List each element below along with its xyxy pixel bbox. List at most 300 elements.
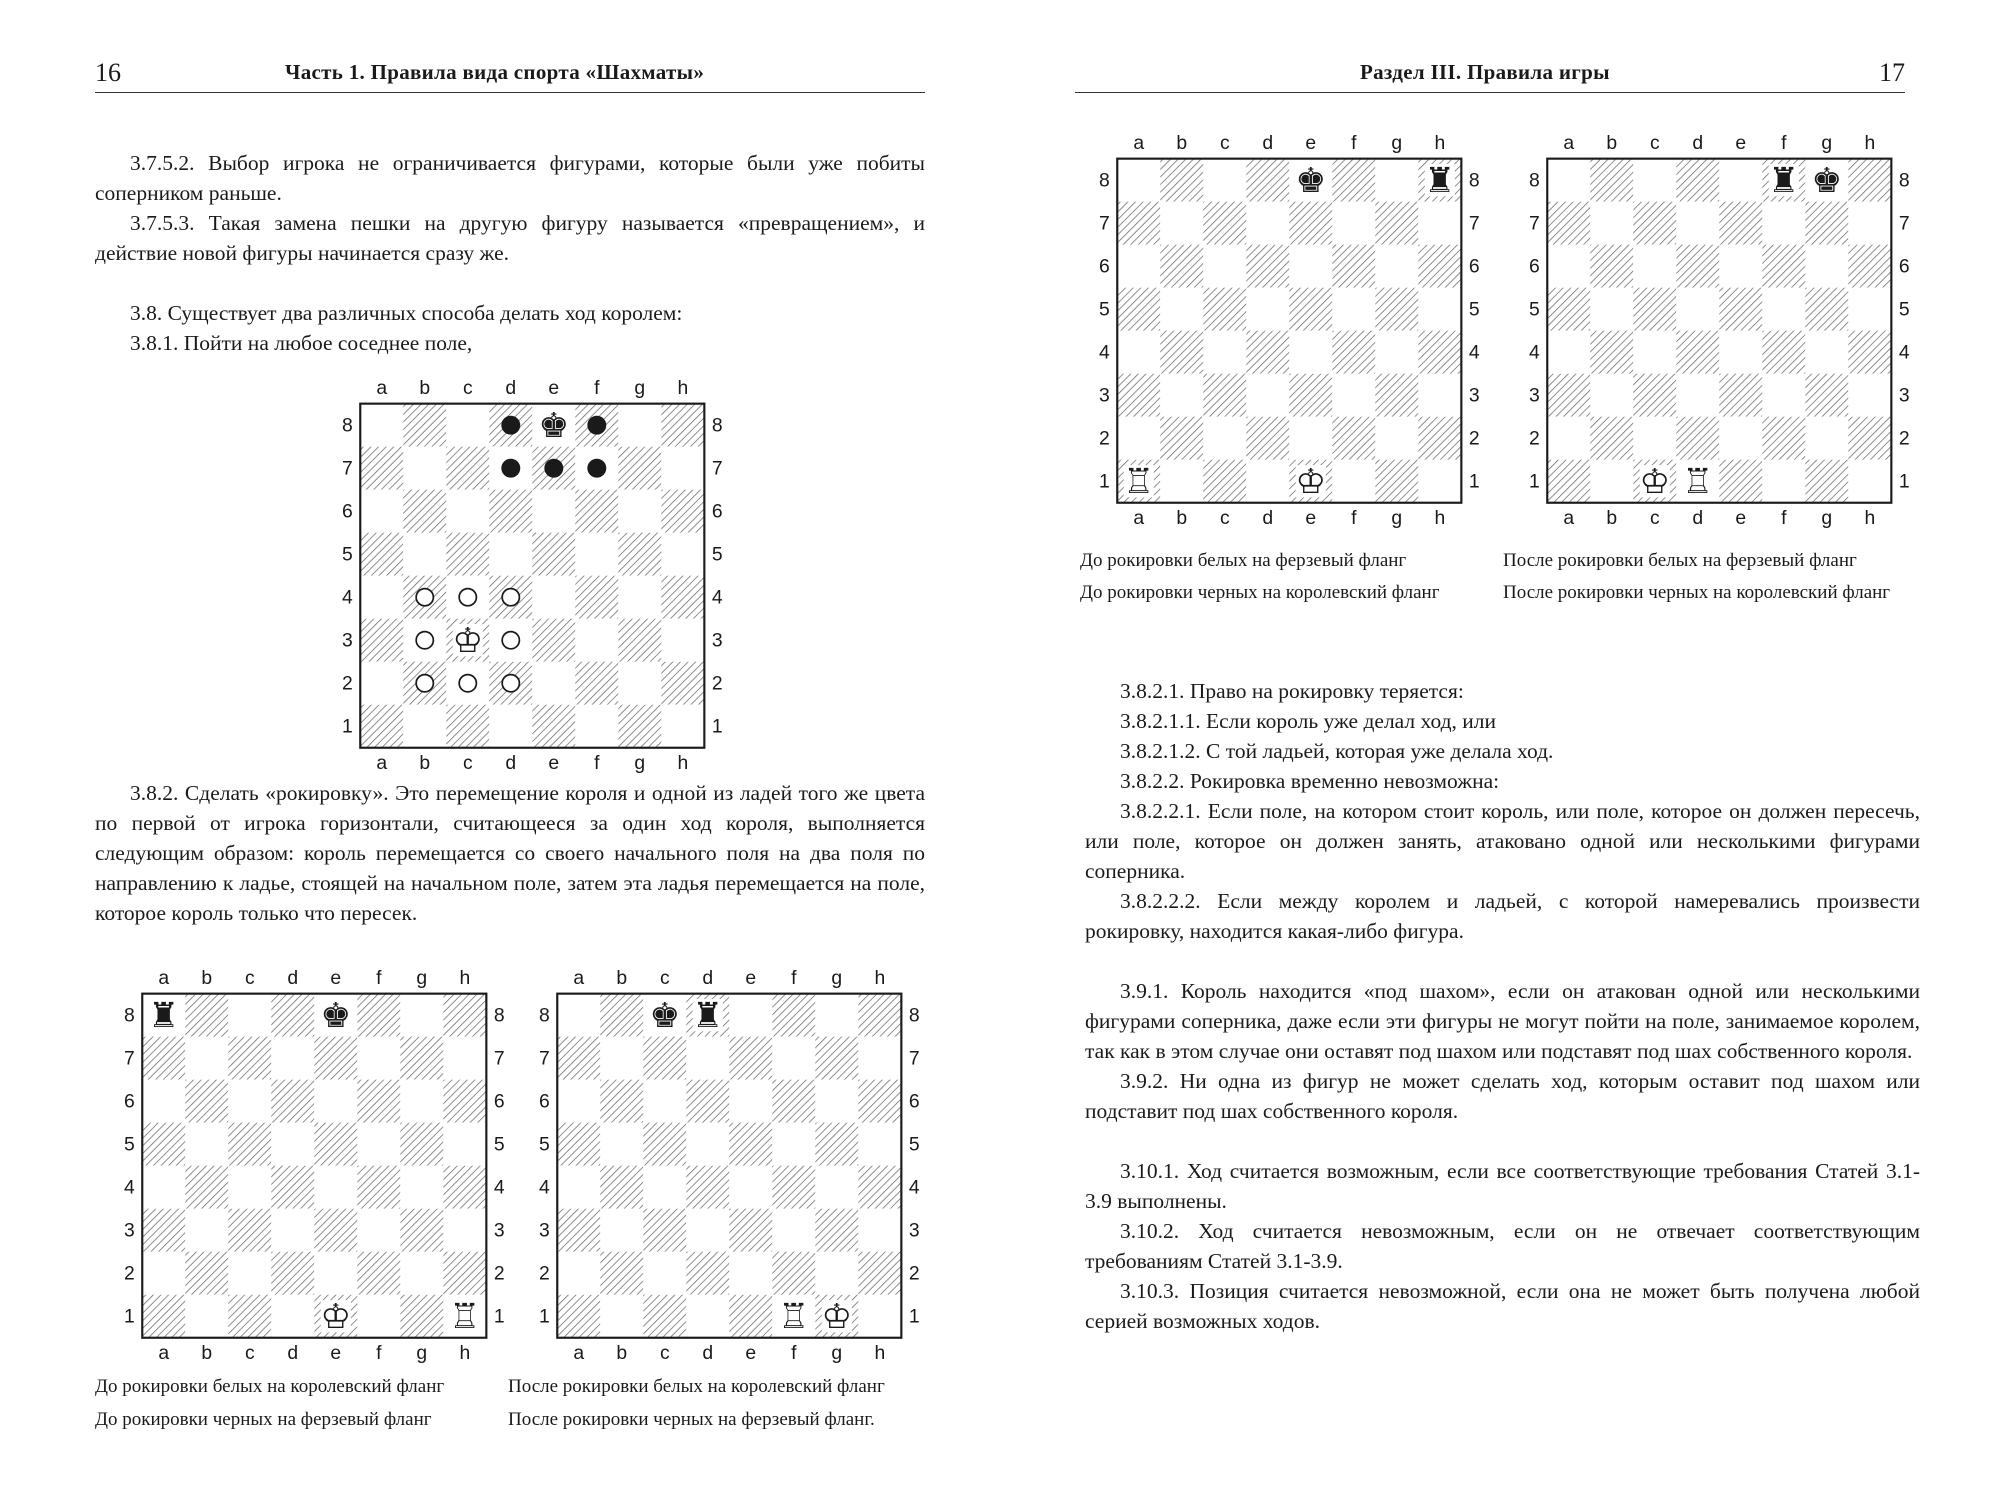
- light-square: [1203, 417, 1246, 460]
- light-square: [557, 994, 600, 1037]
- light-square: [1289, 245, 1332, 288]
- light-square: [403, 447, 446, 490]
- light-square: [314, 1166, 357, 1209]
- file-label: c: [1649, 507, 1660, 530]
- dark-square: [360, 447, 403, 490]
- dark-square: [1117, 288, 1160, 331]
- light-square: [1848, 202, 1891, 245]
- rank-label: 5: [538, 1133, 550, 1156]
- hollow-marker: [459, 589, 476, 606]
- rank-label: 5: [908, 1133, 920, 1156]
- dark-square: [1762, 331, 1805, 374]
- light-square: [858, 1037, 901, 1080]
- filled-marker: [588, 460, 605, 477]
- light-square: [1633, 331, 1676, 374]
- light-square: [357, 1295, 400, 1338]
- black-king-icon: ♚: [320, 995, 352, 1036]
- rank-label: 1: [908, 1305, 920, 1328]
- light-square: [729, 994, 772, 1037]
- light-square: [575, 705, 618, 748]
- light-square: [600, 1037, 643, 1080]
- dark-square: [1719, 288, 1762, 331]
- file-label: g: [416, 1342, 428, 1365]
- light-square: [360, 576, 403, 619]
- dark-square: [1676, 159, 1719, 202]
- dark-square: [1805, 374, 1848, 417]
- light-square: [618, 576, 661, 619]
- paragraph: 3.10.2. Ход считается невозможным, если он не отвечает соответствующим требованиям Статей 3.1-3.9.: [1085, 1219, 1920, 1273]
- light-square: [1332, 374, 1375, 417]
- file-label: d: [1262, 507, 1274, 530]
- light-square: [1719, 245, 1762, 288]
- hollow-marker: [502, 589, 519, 606]
- dark-square: [557, 1037, 600, 1080]
- light-square: [1117, 245, 1160, 288]
- dark-square: [1719, 374, 1762, 417]
- dark-square: [661, 404, 704, 447]
- hollow-marker: [502, 632, 519, 649]
- dark-square: [446, 533, 489, 576]
- text-block-top: [95, 148, 925, 358]
- light-square: [360, 490, 403, 533]
- light-square: [1633, 417, 1676, 460]
- file-label: f: [791, 1342, 797, 1365]
- light-square: [185, 1037, 228, 1080]
- dark-square: [1719, 460, 1762, 503]
- rank-label: 1: [1898, 470, 1910, 493]
- rank-label: 8: [1468, 169, 1480, 192]
- dark-square: [1203, 202, 1246, 245]
- file-label: h: [1434, 131, 1446, 154]
- paragraph: 3.8.2.2.1. Если поле, на котором стоит король, или поле, которое он должен пересечь, или поле, которое он должен занять, атаковано одной или несколькими фигурами соперника.: [1085, 799, 1920, 883]
- dark-square: [1633, 288, 1676, 331]
- dark-square: [858, 1252, 901, 1295]
- dark-square: [1203, 288, 1246, 331]
- rank-label: 2: [711, 672, 723, 695]
- dark-square: [1375, 460, 1418, 503]
- file-label: b: [419, 376, 431, 399]
- page-number: 16: [95, 58, 121, 87]
- running-head-right: [1075, 58, 1905, 93]
- light-square: [1633, 159, 1676, 202]
- light-square: [443, 1123, 486, 1166]
- file-label: a: [158, 1342, 170, 1365]
- rank-label: 5: [711, 543, 723, 566]
- dark-square: [185, 1166, 228, 1209]
- dark-square: [489, 490, 532, 533]
- rank-label: 3: [493, 1219, 505, 1242]
- rank-label: 7: [1468, 212, 1480, 235]
- text-block-castling: [95, 778, 925, 928]
- rank-label: 3: [1468, 384, 1480, 407]
- light-square: [557, 1080, 600, 1123]
- dark-square: [185, 1080, 228, 1123]
- chess-diagram-queenside-before: [1085, 131, 1485, 535]
- light-square: [1246, 460, 1289, 503]
- dark-square: [1676, 417, 1719, 460]
- rank-label: 8: [1098, 169, 1110, 192]
- light-square: [815, 1080, 858, 1123]
- light-square: [1246, 202, 1289, 245]
- rank-label: 5: [1528, 298, 1540, 321]
- rank-label: 1: [538, 1305, 550, 1328]
- rank-label: 6: [538, 1090, 550, 1113]
- dark-square: [1246, 159, 1289, 202]
- light-square: [1762, 288, 1805, 331]
- file-label: a: [1133, 507, 1145, 530]
- dark-square: [1289, 202, 1332, 245]
- dark-square: [1332, 417, 1375, 460]
- light-square: [1805, 417, 1848, 460]
- paragraph: 3.7.5.3. Такая замена пешки на другую фигуру называется «превращением», и действие новой фигуры начинается сразу же.: [95, 211, 925, 265]
- dark-square: [1676, 245, 1719, 288]
- light-square: [643, 1166, 686, 1209]
- light-square: [185, 1123, 228, 1166]
- caption-row: [95, 1406, 935, 1434]
- rank-label: 4: [538, 1176, 550, 1199]
- light-square: [858, 1209, 901, 1252]
- dark-square: [443, 1166, 486, 1209]
- light-square: [1203, 159, 1246, 202]
- light-square: [314, 1080, 357, 1123]
- rank-label: 1: [1468, 470, 1480, 493]
- rank-label: 5: [1468, 298, 1480, 321]
- light-square: [443, 1209, 486, 1252]
- file-label: h: [677, 752, 689, 775]
- light-square: [815, 1166, 858, 1209]
- file-label: c: [1219, 507, 1230, 530]
- dark-square: [142, 1209, 185, 1252]
- dark-square: [1117, 374, 1160, 417]
- file-label: g: [831, 966, 843, 989]
- file-label: d: [505, 376, 517, 399]
- dark-square: [400, 1037, 443, 1080]
- dark-square: [600, 1166, 643, 1209]
- file-label: b: [1176, 131, 1188, 154]
- dark-square: [772, 1080, 815, 1123]
- chess-diagram-kingside-before: [110, 966, 510, 1370]
- white-king-icon: ♔: [1639, 462, 1671, 503]
- light-square: [1246, 288, 1289, 331]
- rank-label: 6: [493, 1090, 505, 1113]
- light-square: [1547, 159, 1590, 202]
- light-square: [532, 576, 575, 619]
- light-square: [1848, 288, 1891, 331]
- light-square: [271, 1123, 314, 1166]
- dark-square: [600, 1080, 643, 1123]
- dark-square: [575, 490, 618, 533]
- dark-square: [557, 1123, 600, 1166]
- rank-label: 2: [341, 672, 353, 695]
- black-rook-icon: ♜: [692, 995, 724, 1036]
- rank-label: 5: [123, 1133, 135, 1156]
- light-square: [400, 1252, 443, 1295]
- light-square: [489, 705, 532, 748]
- file-label: e: [330, 1342, 342, 1365]
- rank-label: 3: [1898, 384, 1910, 407]
- dark-square: [618, 705, 661, 748]
- light-square: [1547, 331, 1590, 374]
- paragraph: 3.10.1. Ход считается возможным, если все соответствующие требования Статей 3.1-3.9 выполнены.: [1085, 1159, 1920, 1213]
- paragraph: 3.8.2.1. Право на рокировку теряется:: [1120, 679, 1464, 703]
- rank-label: 4: [493, 1176, 505, 1199]
- hollow-marker: [416, 675, 433, 692]
- rank-label: 1: [493, 1305, 505, 1328]
- light-square: [1676, 374, 1719, 417]
- light-square: [1418, 460, 1461, 503]
- dark-square: [1332, 331, 1375, 374]
- caption: До рокировки белых на ферзевый фланг: [1080, 550, 1407, 571]
- rank-label: 2: [908, 1262, 920, 1285]
- dark-square: [228, 1123, 271, 1166]
- text-block-rules: [1085, 676, 1920, 1336]
- file-label: b: [419, 752, 431, 775]
- dark-square: [686, 1080, 729, 1123]
- dark-square: [1246, 245, 1289, 288]
- file-label: e: [745, 1342, 757, 1365]
- white-king-icon: ♔: [452, 621, 484, 662]
- rank-label: 1: [711, 715, 723, 738]
- file-label: a: [1133, 131, 1145, 154]
- file-label: b: [1606, 507, 1618, 530]
- dark-square: [618, 447, 661, 490]
- dark-square: [815, 1209, 858, 1252]
- dark-square: [1590, 331, 1633, 374]
- light-square: [1762, 202, 1805, 245]
- light-square: [400, 994, 443, 1037]
- dark-square: [1590, 245, 1633, 288]
- dark-square: [858, 994, 901, 1037]
- file-label: c: [462, 752, 473, 775]
- light-square: [1375, 331, 1418, 374]
- paragraph: 3.8.2. Сделать «рокировку». Это перемещение короля и одной из ладей того же цвета по первой от игрока горизонтали, считающееся за один ход короля, выполняется следующим образом: король перемещается со своего начального поля на два поля по направлению к ладье, стоящей на начальном поле, затем эта ладья перемещается на поле, которое король только что пересек.: [95, 781, 925, 925]
- dark-square: [1848, 331, 1891, 374]
- hollow-marker: [459, 675, 476, 692]
- dark-square: [1332, 159, 1375, 202]
- light-square: [1203, 245, 1246, 288]
- dark-square: [772, 1166, 815, 1209]
- light-square: [1805, 331, 1848, 374]
- dark-square: [643, 1209, 686, 1252]
- file-label: d: [702, 966, 714, 989]
- dark-square: [1375, 202, 1418, 245]
- light-square: [772, 1209, 815, 1252]
- file-label: e: [1735, 131, 1747, 154]
- rank-label: 6: [1098, 255, 1110, 278]
- dark-square: [443, 1080, 486, 1123]
- white-rook-icon: ♖: [1123, 462, 1155, 503]
- rank-label: 6: [908, 1090, 920, 1113]
- rank-label: 2: [1898, 427, 1910, 450]
- light-square: [600, 1295, 643, 1338]
- file-label: h: [874, 966, 886, 989]
- rank-label: 2: [1468, 427, 1480, 450]
- dark-square: [858, 1080, 901, 1123]
- hollow-marker: [416, 632, 433, 649]
- dark-square: [1418, 331, 1461, 374]
- light-square: [1719, 417, 1762, 460]
- rank-label: 7: [1898, 212, 1910, 235]
- rank-label: 4: [1098, 341, 1110, 364]
- dark-square: [729, 1295, 772, 1338]
- file-label: g: [634, 376, 646, 399]
- white-king-icon: ♔: [320, 1297, 352, 1338]
- rank-label: 6: [711, 500, 723, 523]
- light-square: [271, 1295, 314, 1338]
- file-label: a: [1563, 507, 1575, 530]
- rank-label: 8: [711, 414, 723, 437]
- file-label: b: [201, 966, 213, 989]
- light-square: [1547, 245, 1590, 288]
- rank-label: 5: [1898, 298, 1910, 321]
- dark-square: [314, 1037, 357, 1080]
- light-square: [600, 1123, 643, 1166]
- dark-square: [575, 662, 618, 705]
- dark-square: [532, 705, 575, 748]
- file-label: h: [459, 1342, 471, 1365]
- light-square: [228, 1080, 271, 1123]
- light-square: [532, 490, 575, 533]
- dark-square: [446, 705, 489, 748]
- file-label: e: [330, 966, 342, 989]
- caption-row: [1080, 579, 1930, 607]
- rank-label: 4: [123, 1176, 135, 1199]
- dark-square: [400, 1295, 443, 1338]
- rank-label: 3: [711, 629, 723, 652]
- dark-square: [1848, 417, 1891, 460]
- chess-diagram-king-moves: [328, 376, 728, 780]
- rank-label: 8: [538, 1004, 550, 1027]
- rank-label: 2: [538, 1262, 550, 1285]
- light-square: [729, 1166, 772, 1209]
- chess-diagram-queenside-after: [1515, 131, 1915, 535]
- light-square: [1332, 202, 1375, 245]
- light-square: [815, 994, 858, 1037]
- rank-label: 7: [711, 457, 723, 480]
- light-square: [772, 1037, 815, 1080]
- dark-square: [1719, 202, 1762, 245]
- file-label: a: [573, 1342, 585, 1365]
- rank-label: 5: [1098, 298, 1110, 321]
- light-square: [357, 1123, 400, 1166]
- light-square: [185, 1295, 228, 1338]
- paragraph: 3.9.2. Ни одна из фигур не может сделать ход, которым оставит под шахом или подставит под шах собственного короля.: [1085, 1069, 1920, 1123]
- dark-square: [729, 1123, 772, 1166]
- file-label: a: [573, 966, 585, 989]
- dark-square: [443, 1252, 486, 1295]
- dark-square: [1633, 374, 1676, 417]
- light-square: [228, 1252, 271, 1295]
- light-square: [1246, 374, 1289, 417]
- file-label: e: [1735, 507, 1747, 530]
- light-square: [1117, 159, 1160, 202]
- light-square: [357, 1037, 400, 1080]
- light-square: [575, 619, 618, 662]
- rank-label: 6: [341, 500, 353, 523]
- light-square: [142, 1252, 185, 1295]
- file-label: c: [659, 1342, 670, 1365]
- dark-square: [686, 1252, 729, 1295]
- rank-label: 3: [341, 629, 353, 652]
- dark-square: [403, 404, 446, 447]
- dark-square: [360, 705, 403, 748]
- light-square: [1289, 331, 1332, 374]
- dark-square: [1332, 245, 1375, 288]
- dark-square: [400, 1209, 443, 1252]
- dark-square: [1805, 202, 1848, 245]
- dark-square: [271, 1080, 314, 1123]
- light-square: [686, 1123, 729, 1166]
- light-square: [1418, 374, 1461, 417]
- light-square: [403, 533, 446, 576]
- rank-label: 5: [493, 1133, 505, 1156]
- file-label: c: [244, 966, 255, 989]
- light-square: [489, 533, 532, 576]
- light-square: [443, 1037, 486, 1080]
- light-square: [1117, 417, 1160, 460]
- dark-square: [357, 1252, 400, 1295]
- file-label: a: [376, 752, 388, 775]
- light-square: [1203, 331, 1246, 374]
- file-label: g: [416, 966, 428, 989]
- light-square: [643, 1080, 686, 1123]
- dark-square: [661, 576, 704, 619]
- rank-label: 1: [1528, 470, 1540, 493]
- dark-square: [1246, 417, 1289, 460]
- dark-square: [1762, 245, 1805, 288]
- dark-square: [357, 994, 400, 1037]
- paragraph: 3.8.1. Пойти на любое соседнее поле,: [130, 331, 473, 355]
- light-square: [1633, 245, 1676, 288]
- rank-label: 5: [341, 543, 353, 566]
- light-square: [618, 490, 661, 533]
- caption-row: [95, 1373, 935, 1401]
- light-square: [1375, 417, 1418, 460]
- light-square: [1719, 331, 1762, 374]
- light-square: [1762, 460, 1805, 503]
- light-square: [1160, 374, 1203, 417]
- light-square: [661, 619, 704, 662]
- file-label: e: [548, 752, 560, 775]
- light-square: [1117, 331, 1160, 374]
- paragraph: 3.8.2.1.2. С той ладьей, которая уже делала ход.: [1120, 739, 1554, 763]
- rank-label: 3: [123, 1219, 135, 1242]
- dark-square: [228, 1209, 271, 1252]
- black-king-icon: ♚: [1295, 160, 1327, 201]
- file-label: e: [1305, 507, 1317, 530]
- light-square: [1418, 202, 1461, 245]
- dark-square: [1590, 159, 1633, 202]
- dark-square: [185, 994, 228, 1037]
- filled-marker: [588, 417, 605, 434]
- file-label: d: [1692, 507, 1704, 530]
- light-square: [618, 662, 661, 705]
- dark-square: [142, 1123, 185, 1166]
- dark-square: [686, 1166, 729, 1209]
- dark-square: [357, 1166, 400, 1209]
- chess-diagram-kingside-after: [525, 966, 925, 1370]
- light-square: [1590, 460, 1633, 503]
- dark-square: [858, 1166, 901, 1209]
- dark-square: [403, 490, 446, 533]
- light-square: [686, 1037, 729, 1080]
- paragraph: 3.8.2.2. Рокировка временно невозможна:: [1120, 769, 1500, 793]
- light-square: [271, 1209, 314, 1252]
- light-square: [1762, 374, 1805, 417]
- dark-square: [1160, 245, 1203, 288]
- paragraph: 3.7.5.2. Выбор игрока не ограничивается фигурами, которые были уже побиты соперником раньше.: [95, 151, 925, 205]
- light-square: [1590, 374, 1633, 417]
